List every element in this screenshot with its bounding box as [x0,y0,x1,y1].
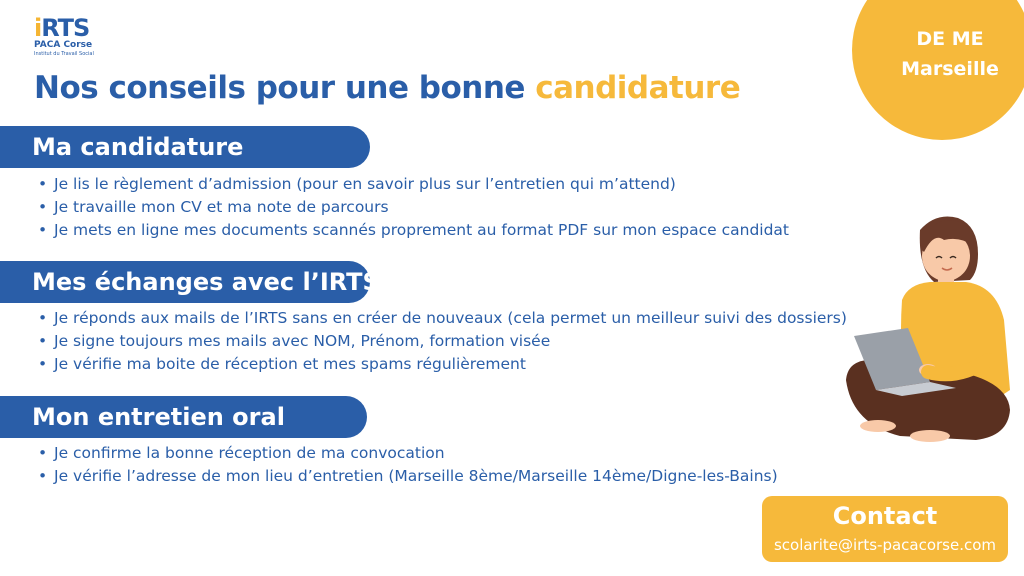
page-title: Nos conseils pour une bonne candidature [34,70,741,106]
list-item: • Je vérifie l’adresse de mon lieu d’entretien (Marseille 8ème/Marseille 14ème/Digne-les-Bains) [36,465,778,488]
list-item: • Je signe toujours mes mails avec NOM, Prénom, formation visée [36,330,847,353]
section-heading-echanges: Mes échanges avec l’IRTS [0,261,370,303]
contact-box [762,496,1008,562]
person-with-laptop-illustration [838,210,1024,460]
corner-line-2: Marseille [901,58,999,80]
corner-label [890,24,1010,84]
section-list-entretien [36,442,778,488]
list-item: • Je confirme la bonne réception de ma convocation [36,442,778,465]
logo-tagline: Institut du Travail Social [34,51,94,57]
contact-email[interactable]: scolarite@irts-pacacorse.com [773,536,997,554]
list-item: • Je mets en ligne mes documents scannés proprement au format PDF sur mon espace candidat [36,219,789,242]
list-item: • Je vérifie ma boite de réception et mes spams régulièrement [36,353,847,376]
list-item: • Je lis le règlement d’admission (pour en savoir plus sur l’entretien qui m’attend) [36,173,789,196]
title-accent: candidature [535,70,741,106]
foot-left [860,420,896,432]
list-item: • Je travaille mon CV et ma note de parcours [36,196,789,219]
foot-right [910,430,950,442]
irts-logo [34,16,104,60]
section-list-echanges [36,307,847,376]
logo-wordmark: iRTS [34,14,90,42]
logo-subtitle: PACA Corse [34,40,93,50]
corner-line-1: DE ME [916,28,984,50]
contact-title: Contact [832,502,938,530]
list-item: • Je réponds aux mails de l’IRTS sans en créer de nouveaux (cela permet un meilleur suivi des dossiers) [36,307,847,330]
section-heading-entretien: Mon entretien oral [0,396,367,438]
section-list-candidature [36,173,789,242]
section-heading-candidature: Ma candidature [0,126,370,168]
